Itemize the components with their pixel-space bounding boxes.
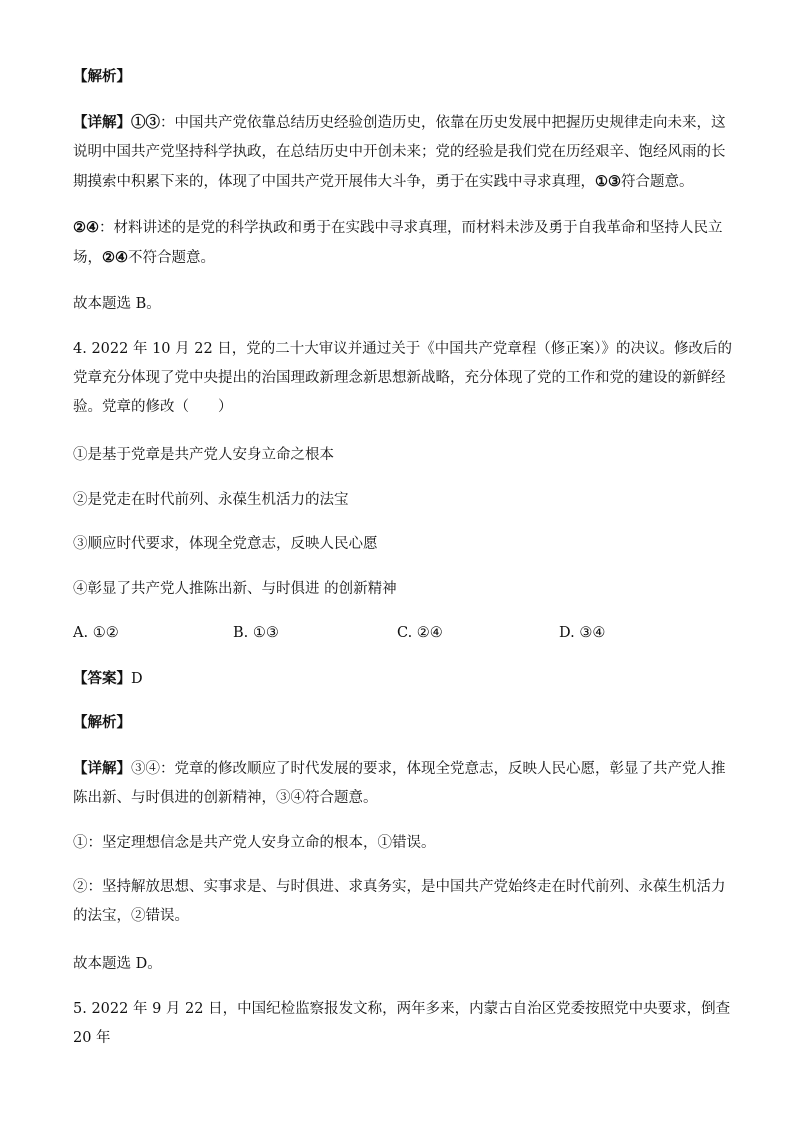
conclusion-b: 故本题选 B。 <box>73 296 161 312</box>
detail-paragraph-3 <box>73 754 733 813</box>
statement-1: ①是基于党章是共产党人安身立命之根本 <box>73 447 334 463</box>
detail-text: ：中国共产党依靠总结历史经验创造历史，依靠在历史发展中把握历史规律走向未来，这说明中国共产党坚持科学执政，在总结历史中开创未来；党的经验是我们党在历经艰辛、饱经风雨的长期摸索中积累下来的，体现了中国共产党开展伟大斗争，勇于在实践中寻求真理， <box>73 115 726 190</box>
option-a: A. ①② <box>73 625 119 641</box>
option-c: C. ②④ <box>397 625 443 641</box>
analysis-tag: 【解析】 <box>73 714 131 731</box>
analysis-heading <box>73 62 733 92</box>
statement-2: ②是党走在时代前列、永葆生机活力的法宝 <box>73 492 349 508</box>
explanation-1: ①：坚定理想信念是共产党人安身立命的根本，①错误。 <box>73 835 436 851</box>
option-marks-end: ②④ <box>102 249 128 266</box>
detail-paragraph-1 <box>73 108 733 197</box>
detail-text: ：材料讲述的是党的科学执政和勇于在实践中寻求真理，而材料未涉及勇于自我革命和坚持人民立场， <box>73 220 723 266</box>
answer-line <box>73 664 733 694</box>
answer-tag: 【答案】 <box>73 670 131 687</box>
option-b: B. ①③ <box>233 625 279 641</box>
statement-3: ③顺应时代要求，体现全党意志，反映人民心愿 <box>73 536 378 552</box>
analysis-heading-2 <box>73 708 733 738</box>
statement-4: ④彰显了共产党人推陈出新、与时俱进 的创新精神 <box>73 581 397 597</box>
detail-tag: 【详解】 <box>73 114 131 131</box>
detail-paragraph-2 <box>73 213 733 273</box>
analysis-tag: 【解析】 <box>73 68 131 85</box>
option-marks: ①③ <box>131 114 160 131</box>
explanation-2: ②：坚持解放思想、实事求是、与时俱进、求真务实，是中国共产党始终走在时代前列、永葆生机活力的法宝，②错误。 <box>73 879 726 924</box>
option-marks: ②④ <box>73 219 99 236</box>
answer-options <box>73 620 733 646</box>
detail-text: ③④：党章的修改顺应了时代发展的要求，体现全党意志，反映人民心愿，彰显了共产党人推陈出新、与时俱进的创新精神，③④符合题意。 <box>73 761 726 806</box>
detail-tag: 【详解】 <box>73 760 131 777</box>
option-d: D. ③④ <box>559 625 606 641</box>
detail-end: 符合题意。 <box>621 174 694 190</box>
option-marks-end: ①③ <box>595 173 621 190</box>
question-5-stem: 5. 2022 年 9 月 22 日，中国纪检监察报发文称，两年多来，内蒙古自治区党委按照党中央要求，倒查 20 年 <box>73 1001 731 1046</box>
question-4-stem: 4. 2022 年 10 月 22 日，党的二十大审议并通过关于《中国共产党章程（修正案）》的决议。修改后的党章充分体现了党中央提出的治国理政新理念新思想新战略，充分体现了党的工作和党的建设的新鲜经验。党章的修改（ ） <box>73 341 733 415</box>
answer-value: D <box>131 671 143 687</box>
detail-end: 不符合题意。 <box>128 250 215 266</box>
conclusion-d: 故本题选 D。 <box>73 956 162 972</box>
